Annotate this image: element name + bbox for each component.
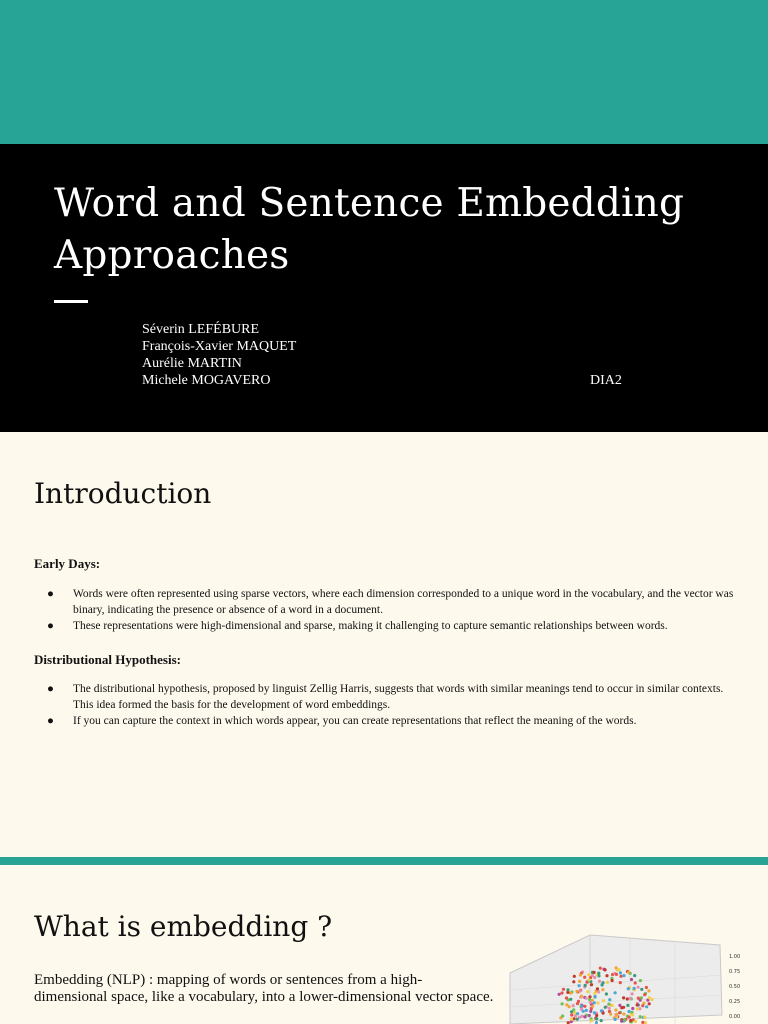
scatter-point <box>598 980 601 983</box>
scatter-point <box>634 981 637 984</box>
scatter-point <box>630 978 633 981</box>
scatter-point <box>609 1013 612 1016</box>
scatter-point <box>631 1013 634 1016</box>
scatter-point <box>579 973 582 976</box>
scatter-point <box>600 1019 603 1022</box>
scatter-point <box>584 984 587 987</box>
scatter-point <box>615 1013 618 1016</box>
scatter-point <box>562 988 565 991</box>
scatter-point <box>645 986 648 989</box>
scatter-point <box>585 1009 588 1012</box>
scatter-point <box>618 1011 621 1014</box>
scatter-point <box>614 1008 617 1011</box>
scatter-point <box>573 975 576 978</box>
scatter-point <box>633 987 636 990</box>
scatter-point <box>637 997 640 1000</box>
scatter-point <box>586 990 589 993</box>
scatter-point <box>628 1016 631 1019</box>
scatter-point <box>588 995 591 998</box>
scatter-point <box>578 980 581 983</box>
scatter-point <box>595 1017 598 1020</box>
scatter-point <box>619 971 622 974</box>
scatter-point <box>608 1007 611 1010</box>
scatter-point <box>572 1004 575 1007</box>
scatter-point <box>627 1010 630 1013</box>
author-list <box>142 321 296 389</box>
scatter-point <box>599 967 602 970</box>
scatter-point <box>583 976 586 979</box>
tick-label: 0.75 <box>729 969 741 975</box>
scatter-point <box>622 974 625 977</box>
scatter-point <box>590 1019 593 1022</box>
scatter-point <box>572 980 575 983</box>
title-slide <box>0 144 768 432</box>
scatter-point <box>595 1014 598 1017</box>
top-teal-band <box>0 0 768 144</box>
scatter-point <box>576 1018 579 1021</box>
slide-divider <box>0 857 768 865</box>
scatter-point <box>561 1014 564 1017</box>
class-label: DIA2 <box>590 373 622 388</box>
bullet-icon: ● <box>47 715 54 727</box>
scatter-point <box>593 971 596 974</box>
scatter-point <box>572 1008 575 1011</box>
scatter-point <box>588 1014 591 1017</box>
scatter-point <box>574 1014 577 1017</box>
scatter-point <box>593 976 596 979</box>
bullet-item <box>34 681 734 713</box>
scatter-point <box>588 998 591 1001</box>
scatter-point <box>629 997 632 1000</box>
scatter-point <box>597 972 600 975</box>
title-underline-rule <box>54 300 88 303</box>
scatter-point <box>566 988 569 991</box>
scatter-point <box>640 988 643 991</box>
scatter-point <box>583 1005 586 1008</box>
scatter-point <box>585 997 588 1000</box>
scatter-point <box>569 998 572 1001</box>
scatter-point <box>634 1020 637 1023</box>
scatter-point <box>597 974 600 977</box>
scatter-point <box>608 998 611 1001</box>
scatter-point <box>583 1015 586 1018</box>
scatter-point <box>569 991 572 994</box>
scatter-point <box>565 996 568 999</box>
scatter-point <box>615 973 618 976</box>
bullet-icon: ● <box>47 683 54 695</box>
bullet-icon: ● <box>47 620 54 632</box>
bullet-text: The distributional hypothesis, proposed by linguist Zellig Harris, suggests that words with similar meanings tend to occur in similar contexts. This idea formed the basis for the development of word embeddings. <box>73 683 724 711</box>
bullet-item <box>34 586 734 618</box>
scatter-point <box>627 987 630 990</box>
scatter-point <box>593 1011 596 1014</box>
scatter-point <box>602 1012 605 1015</box>
scatter-point <box>651 998 654 1001</box>
scatter-point <box>589 1001 592 1004</box>
scatter-point <box>611 979 614 982</box>
scatter-point <box>620 1020 623 1023</box>
scatter-point <box>579 989 582 992</box>
scatter-point <box>627 971 630 974</box>
scatter-point <box>558 993 561 996</box>
scatter-point <box>589 1010 592 1013</box>
scatter-point <box>622 1013 625 1016</box>
tick-label: 1.00 <box>729 954 741 960</box>
bullet-icon: ● <box>47 588 54 600</box>
scatter-point <box>580 1008 583 1011</box>
scatter-point <box>631 1007 634 1010</box>
early-days-bullet-list <box>34 586 734 634</box>
tick-label: 0.50 <box>729 984 741 990</box>
tick-label: 0.00 <box>729 1014 741 1020</box>
distributional-hypothesis-bullet-list <box>34 681 734 729</box>
scatter-point <box>588 978 591 981</box>
embedding-definition: Embedding (NLP) : mapping of words or sentences from a high-dimensional space, like a vocabulary, into a lower-dimensional vector space. <box>34 972 494 1005</box>
scatter-point <box>601 983 604 986</box>
bullet-text: If you can capture the context in which words appear, you can create representations that reflect the meaning of the words. <box>73 715 637 727</box>
scatter-point <box>618 1004 621 1007</box>
scatter-point <box>641 1004 644 1007</box>
scatter-point <box>570 1018 573 1021</box>
scatter-point <box>626 1004 629 1007</box>
scatter-point <box>615 966 618 969</box>
scatter-point <box>611 1004 614 1007</box>
scatter-point <box>565 1003 568 1006</box>
plot-tick-labels <box>729 954 740 1020</box>
scatter-point <box>560 991 563 994</box>
scatter-point <box>601 988 604 991</box>
scatter-point <box>573 1011 576 1014</box>
author-name: Séverin LEFÉBURE <box>142 322 260 337</box>
scatter-point <box>606 981 609 984</box>
scatter-point <box>593 1001 596 1004</box>
scatter-point <box>614 991 617 994</box>
scatter-point <box>604 1006 607 1009</box>
introduction-slide <box>0 432 768 857</box>
scatter-point <box>640 996 643 999</box>
scatter-point <box>631 992 634 995</box>
scatter-point <box>596 987 599 990</box>
author-name: Michele MOGAVERO <box>142 373 271 388</box>
scatter-point <box>576 1002 579 1005</box>
scatter-point <box>605 992 608 995</box>
scatter-point <box>648 1002 651 1005</box>
scatter-point <box>578 984 581 987</box>
scatter-point <box>626 997 629 1000</box>
introduction-heading: Introduction <box>34 477 212 510</box>
author-name: Aurélie MARTIN <box>142 356 242 371</box>
scatter-point <box>614 1018 617 1021</box>
scatter-point <box>639 1015 642 1018</box>
scatter-point <box>570 1013 573 1016</box>
scatter-point <box>619 975 622 978</box>
scatter-point <box>580 1004 583 1007</box>
bullet-item <box>34 618 734 634</box>
scatter-point <box>604 968 607 971</box>
scatter-point <box>643 993 646 996</box>
scatter-point <box>580 995 583 998</box>
scatter-point <box>602 999 605 1002</box>
scatter-point <box>633 974 636 977</box>
embedding-3d-scatter-plot <box>500 915 750 1024</box>
early-days-subheading: Early Days: <box>34 556 101 571</box>
scatter-point <box>594 995 597 998</box>
scatter-point <box>619 981 622 984</box>
scatter-point <box>597 990 600 993</box>
scatter-point <box>637 986 640 989</box>
scatter-point <box>647 989 650 992</box>
embedding-heading: What is embedding ? <box>34 910 333 943</box>
scatter-point <box>636 1003 639 1006</box>
author-name: François-Xavier MAQUET <box>142 339 297 354</box>
bullet-text: Words were often represented using sparse vectors, where each dimension corresponded to a unique word in the vocabulary, and the vector was binary, indicating the presence or absence of a word in a document. <box>73 588 734 616</box>
scatter-point <box>561 1002 564 1005</box>
scatter-point <box>596 1001 599 1004</box>
scatter-point <box>587 973 590 976</box>
scatter-point <box>622 996 625 999</box>
scatter-point <box>636 1007 639 1010</box>
scatter-point <box>586 981 589 984</box>
scatter-point <box>591 1005 594 1008</box>
embedding-slide <box>0 865 768 1024</box>
scatter-point <box>590 983 593 986</box>
scatter-point <box>575 990 578 993</box>
scatter-point <box>623 1018 626 1021</box>
tick-label: 0.25 <box>729 999 741 1005</box>
scatter-point <box>639 979 642 982</box>
scatter-point <box>605 974 608 977</box>
scatter-point <box>643 1016 646 1019</box>
presentation-title: Word and Sentence Embedding Approaches <box>54 181 685 278</box>
distributional-hypothesis-subheading: Distributional Hypothesis: <box>34 652 181 667</box>
scatter-point <box>617 968 620 971</box>
bullet-text: These representations were high-dimensional and sparse, making it challenging to capture semantic relationships between words. <box>73 620 668 632</box>
scatter-point <box>630 1011 633 1014</box>
bullet-item <box>34 713 734 729</box>
scatter-point <box>645 1005 648 1008</box>
